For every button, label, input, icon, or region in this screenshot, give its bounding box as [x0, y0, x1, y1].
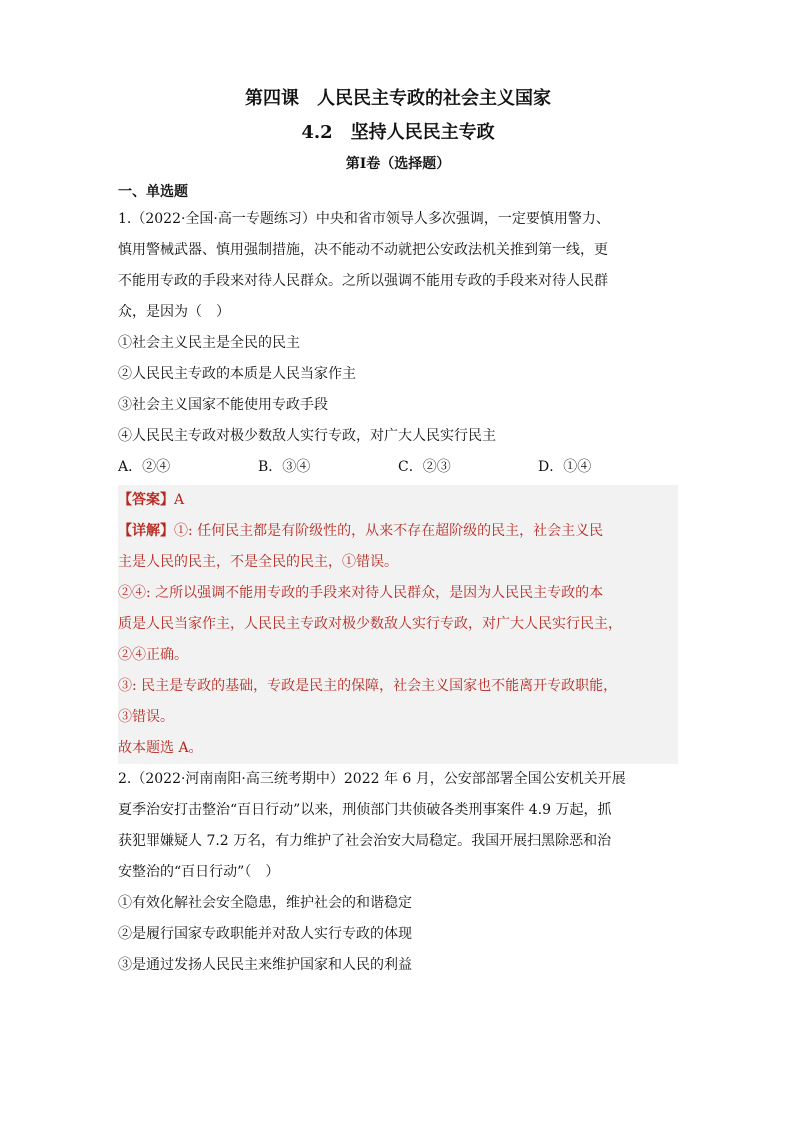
detail-line: ③错误。 — [118, 709, 174, 725]
detail-line: ③: 民主是专政的基础，专政是民主的保障，社会主义国家也不能离开专政职能， — [118, 678, 618, 694]
detail-line: ②④正确。 — [118, 647, 188, 663]
answer-explanation-box — [118, 485, 678, 764]
choice-a: A．②④ — [118, 459, 171, 475]
question-2 — [118, 764, 678, 981]
detail-line: ②④: 之所以强调不能用专政的手段来对待人民群众，是因为人民民主专政的本 — [118, 585, 604, 601]
detail-line: 主是人民的民主，不是全民的民主，①错误。 — [118, 554, 398, 570]
question-type-heading: 一、单选题 — [118, 184, 188, 200]
answer-choices — [118, 452, 678, 483]
question-stem-line: 1.（2022·全国·高一专题练习）中央和省市领导人多次强调，一定要慎用警力、 — [118, 211, 610, 227]
lesson-title: 第四课 人民民主专政的社会主义国家 — [245, 88, 551, 109]
volume-title: 第Ⅰ卷（选择题） — [345, 156, 451, 172]
statement-option: ④人民民主专政对极少数敌人实行专政，对广大人民实行民主 — [118, 428, 496, 444]
question-stem-line: 获犯罪嫌疑人 7.2 万名，有力维护了社会治安大局稳定。我国开展扫黑除恶和治 — [118, 833, 612, 849]
statement-option: ①社会主义民主是全民的民主 — [118, 335, 300, 351]
question-stem-line: 众，是因为（ ） — [118, 304, 230, 320]
statement-option: ①有效化解社会安全隐患，维护社会的和谐稳定 — [118, 895, 412, 911]
detail-tag: 【详解】 — [118, 523, 174, 539]
answer-tag: 【答案】 — [118, 492, 174, 508]
section-title: 4.2 坚持人民民主专政 — [301, 122, 495, 143]
choice-b: B．③④ — [258, 459, 311, 475]
statement-option: ③是通过发扬人民民主来维护国家和人民的利益 — [118, 957, 412, 973]
document-page — [118, 88, 678, 981]
answer-line — [118, 485, 678, 516]
statement-option: ②是履行国家专政职能并对敌人实行专政的体现 — [118, 926, 412, 942]
question-stem-line: 夏季治安打击整治“百日行动”以来，刑侦部门共侦破各类刑事案件 4.9 万起，抓 — [118, 802, 612, 818]
conclusion-line: 故本题选 A。 — [118, 740, 203, 756]
question-stem-line: 慎用警械武器、慎用强制措施，决不能动不动就把公安政法机关推到第一线，更 — [118, 242, 608, 258]
detail-line: 质是人民当家作主，人民民主专政对极少数敌人实行专政，对广大人民实行民主， — [118, 616, 622, 632]
question-stem-line: 安整治的“百日行动”（ ） — [118, 864, 280, 880]
choice-d: D．①④ — [538, 459, 592, 475]
question-1 — [118, 204, 678, 764]
detail-line — [118, 516, 678, 547]
statement-option: ②人民民主专政的本质是人民当家作主 — [118, 366, 356, 382]
answer-value: A — [174, 492, 185, 508]
question-stem-line: 2.（2022·河南南阳·高三统考期中）2022 年 6 月，公安部部署全国公安机关开展 — [118, 771, 626, 787]
question-stem-line: 不能用专政的手段来对待人民群众。之所以强调不能用专政的手段来对待人民群 — [118, 273, 608, 289]
detail-text: ①: 任何民主都是有阶级性的，从来不存在超阶级的民主，社会主义民 — [174, 523, 604, 539]
statement-option: ③社会主义国家不能使用专政手段 — [118, 397, 328, 413]
choice-c: C．②③ — [398, 459, 451, 475]
